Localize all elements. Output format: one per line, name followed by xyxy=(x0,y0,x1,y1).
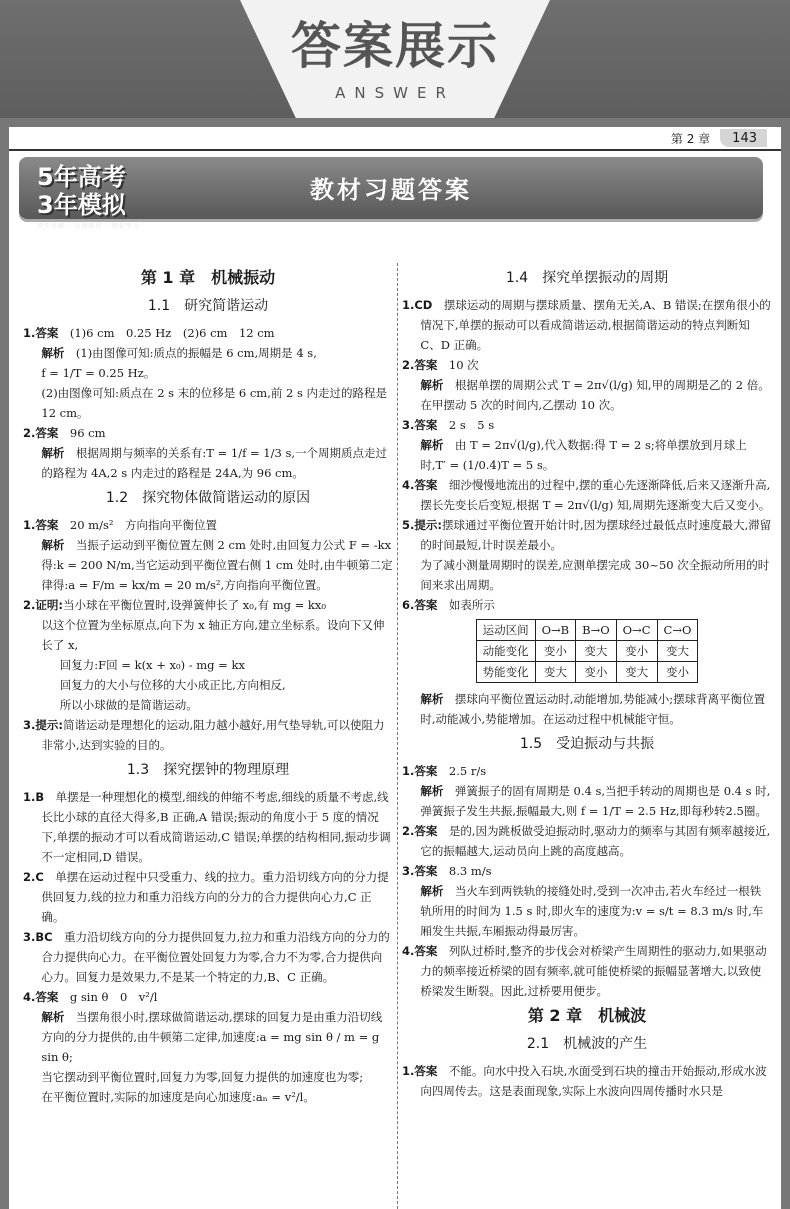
answer-paragraph: 3.答案 8.3 m/s xyxy=(402,864,492,878)
section-heading: 1.5 受迫振动与共振 xyxy=(519,736,655,752)
table-header-cell: C→O xyxy=(657,620,698,641)
section-heading: 1.1 研究简谐运动 xyxy=(147,298,269,314)
answer-paragraph: 4.答案 列队过桥时,整齐的步伐会对桥梁产生周期性的驱动力,如果驱动力的频率接近桥梁的固有频率,就可能使桥梁的振幅显著增大,以致使桥梁发生断裂。因此,过桥要用便步。 xyxy=(402,944,767,998)
document-page xyxy=(9,127,781,1209)
logo-line2: 3年模拟 xyxy=(37,191,126,219)
answer-paragraph: 6.答案 如表所示 xyxy=(402,598,495,612)
header-rule xyxy=(9,149,781,151)
table-cell: 变小 xyxy=(576,662,617,683)
answer-paragraph: 解析 根据周期与频率的关系有:T = 1/f = 1/3 s,一个周期质点走过的路程为 4A,2 s 内走过的路程是 24A,为 96 cm。 xyxy=(41,446,387,480)
answer-paragraph: 回复力的大小与位移的大小成正比,方向相反, xyxy=(59,678,286,692)
answer-paragraph: 所以小球做的是简谐运动。 xyxy=(59,698,198,712)
answer-paragraph: 2.答案 10 次 xyxy=(402,358,479,372)
answer-paragraph: 解析 当火车到两铁轨的接缝处时,受到一次冲击,若火车经过一根铁轨所用的时间为 1.5 s 时,即火车的速度为:v = s/t = 8.3 m/s 时,车厢发生共振,车厢振动得最厉害。 xyxy=(420,884,764,938)
answer-paragraph: 2.答案 是的,因为跳板做受迫振动时,驱动力的频率与其固有频率越接近,它的振幅越大,运动员向上跳的高度越高。 xyxy=(402,824,771,858)
right-column xyxy=(402,263,772,1101)
answer-paragraph: 4.答案 g sin θ 0 v²/l xyxy=(23,990,158,1004)
table-cell: 变小 xyxy=(535,641,576,662)
table-cell: 变大 xyxy=(657,641,698,662)
answer-paragraph: 1.答案 (1)6 cm 0.25 Hz (2)6 cm 12 cm xyxy=(23,326,275,340)
answer-paragraph: 当它摆动到平衡位置时,回复力为零,回复力提供的加速度也为零; xyxy=(41,1070,364,1084)
answer-paragraph: 3.提示:简谐运动是理想化的运动,阻力越小越好,用气垫导轨,可以使阻力非常小,达到实验的目的。 xyxy=(23,718,385,752)
section-heading: 1.3 探究摆钟的物理原理 xyxy=(126,762,290,778)
section-heading: 2.1 机械波的产生 xyxy=(526,1036,648,1052)
answer-paragraph: 2.答案 96 cm xyxy=(23,426,106,440)
answer-paragraph: 1.CD 摆球运动的周期与摆球质量、摆角无关,A、B 错误;在摆角很小的情况下,单摆的振动可以看成简谐运动,根据简谐运动的特点判断知 C、D 正确。 xyxy=(402,298,771,352)
table-row xyxy=(476,641,698,662)
logo-line1: 5年高考 xyxy=(37,163,126,191)
answer-paragraph: 2.C 单摆在运动过程中只受重力、线的拉力。重力沿切线方向的分力提供回复力,线的拉力和重力沿线方向的分力的合力提供向心力,C 正确。 xyxy=(23,870,389,924)
table-cell: 变大 xyxy=(535,662,576,683)
answer-paragraph: 1.答案 不能。向水中投入石块,水面受到石块的撞击开始振动,形成水波向四周传去。这是表面现象,实际上水波向四周传播时水只是 xyxy=(402,1064,767,1098)
answer-paragraph: 2.证明:当小球在平衡位置时,设弹簧伸长了 x₀,有 mg = kx₀ xyxy=(23,598,326,612)
table-header-cell: O→C xyxy=(616,620,657,641)
left-column xyxy=(23,263,393,1107)
answer-paragraph: 解析 由 T = 2π√(l/g),代入数据:得 T = 2 s;将单摆放到月球上时,T′ = (1/0.4)T = 5 s。 xyxy=(420,438,747,472)
page-header xyxy=(671,127,767,149)
chapter-heading: 第 2 章 机械波 xyxy=(527,1006,647,1025)
right-column-top xyxy=(402,265,772,615)
table-cell: 变大 xyxy=(576,641,617,662)
chapter-label: 第 2 章 xyxy=(670,131,711,146)
brand-logo xyxy=(37,163,149,243)
header-band xyxy=(0,0,790,118)
page-number: 143 xyxy=(720,129,767,147)
answer-paragraph: (2)由图像可知:质点在 2 s 末的位移是 6 cm,前 2 s 内走过的路程是 12 cm。 xyxy=(41,386,388,420)
answer-paragraph: 1.答案 2.5 r/s xyxy=(402,764,487,778)
header-title: 答案展示 xyxy=(291,17,499,75)
table-header-row xyxy=(476,620,698,641)
header-subtitle: ANSWER xyxy=(335,84,455,102)
answer-paragraph: 以这个位置为坐标原点,向下为 x 轴正方向,建立坐标系。设向下又伸长了 x, xyxy=(41,618,385,652)
section-heading: 1.2 探究物体做简谐运动的原因 xyxy=(105,490,311,506)
energy-table xyxy=(476,619,699,683)
answer-paragraph: 1.B 单摆是一种理想化的模型,细线的伸缩不考虑,细线的质量不考虑,线长比小球的直径大得多,B 正确,A 错误;振动的角度小于 5 度的情况下,单摆的振动才可以看成简谐运动,C 错误;单摆的结构相同,振动步调不一定相同,D 错误。 xyxy=(23,790,391,864)
answer-paragraph: 解析 摆球向平衡位置运动时,动能增加,势能减小;摆球背离平衡位置时,动能减小,势能增加。在运动过程中机械能守恒。 xyxy=(420,692,766,726)
table-cell: 变小 xyxy=(616,641,657,662)
table-cell: 变小 xyxy=(657,662,698,683)
logo-line3: 同步讲解 · 全程陪伴 · 轻松学习 xyxy=(37,223,140,230)
answer-paragraph: 3.答案 2 s 5 s xyxy=(402,418,495,432)
table-cell: 动能变化 xyxy=(476,641,535,662)
answer-paragraph: 解析 弹簧振子的固有周期是 0.4 s,当把手转动的周期也是 0.4 s 时,弹簧振子发生共振,振幅最大,则 f = 1/T = 2.5 Hz,即每秒转2.5圈。 xyxy=(420,784,771,818)
right-column-bottom xyxy=(402,689,772,1101)
answer-paragraph: 在平衡位置时,实际的加速度是向心加速度:aₙ = v²/l。 xyxy=(41,1090,315,1104)
answer-paragraph: 解析 根据单摆的周期公式 T = 2π√(l/g) 知,甲的周期是乙的 2 倍。在甲摆动 5 次的时间内,乙摆动 10 次。 xyxy=(420,378,770,412)
table-header-cell: 运动区间 xyxy=(476,620,535,641)
table-cell: 势能变化 xyxy=(476,662,535,683)
answer-paragraph: 解析 (1)由图像可知:质点的振幅是 6 cm,周期是 4 s, xyxy=(41,346,317,360)
table-row xyxy=(476,662,698,683)
answer-paragraph: 1.答案 20 m/s² 方向指向平衡位置 xyxy=(23,518,217,532)
banner-title: 教材习题答案 xyxy=(310,176,472,204)
section-heading: 1.4 探究单摆振动的周期 xyxy=(505,270,669,286)
column-divider xyxy=(397,263,398,1209)
table-cell: 变大 xyxy=(616,662,657,683)
table-header-cell: B→O xyxy=(576,620,617,641)
answer-paragraph: 5.提示:摆球通过平衡位置开始计时,因为摆球经过最低点时速度最大,滞留的时间最短,计时误差最小。 xyxy=(402,518,772,552)
answer-paragraph: 解析 当振子运动到平衡位置左侧 2 cm 处时,由回复力公式 F = -kx 得:k = 200 N/m,当它运动到平衡位置右侧 1 cm 处时,由牛顿第二定律得:a = F/m = kx/m = 20 m/s²,方向指向平衡位置。 xyxy=(41,538,393,592)
chapter-heading: 第 1 章 机械振动 xyxy=(140,268,276,287)
answer-paragraph: f = 1/T = 0.25 Hz。 xyxy=(41,366,156,380)
answer-paragraph: 解析 当摆角很小时,摆球做简谐运动,摆球的回复力是由重力沿切线方向的分力提供的,由牛顿第二定律,加速度:a = mg sin θ / m = g sin θ; xyxy=(41,1010,383,1064)
table-header-cell: O→B xyxy=(535,620,576,641)
answer-paragraph: 4.答案 细沙慢慢地流出的过程中,摆的重心先逐渐降低,后来又逐渐升高,摆长先变长后变短,根据 T = 2π√(l/g) 知,周期先逐渐变大后又变小。 xyxy=(402,478,771,512)
answer-paragraph: 回复力:F回 = k(x + x₀) - mg = kx xyxy=(59,658,245,672)
answer-paragraph: 3.BC 重力沿切线方向的分力提供回复力,拉力和重力沿线方向的分力的合力提供向心力。在平衡位置处回复力为零,合力不为零,合力提供向心力。回复力是效果力,不是某一个特定的力,B、C 正确。 xyxy=(23,930,390,984)
answer-paragraph: 为了减小测量周期时的误差,应测单摆完成 30~50 次全振动所用的时间来求出周期。 xyxy=(420,558,770,592)
